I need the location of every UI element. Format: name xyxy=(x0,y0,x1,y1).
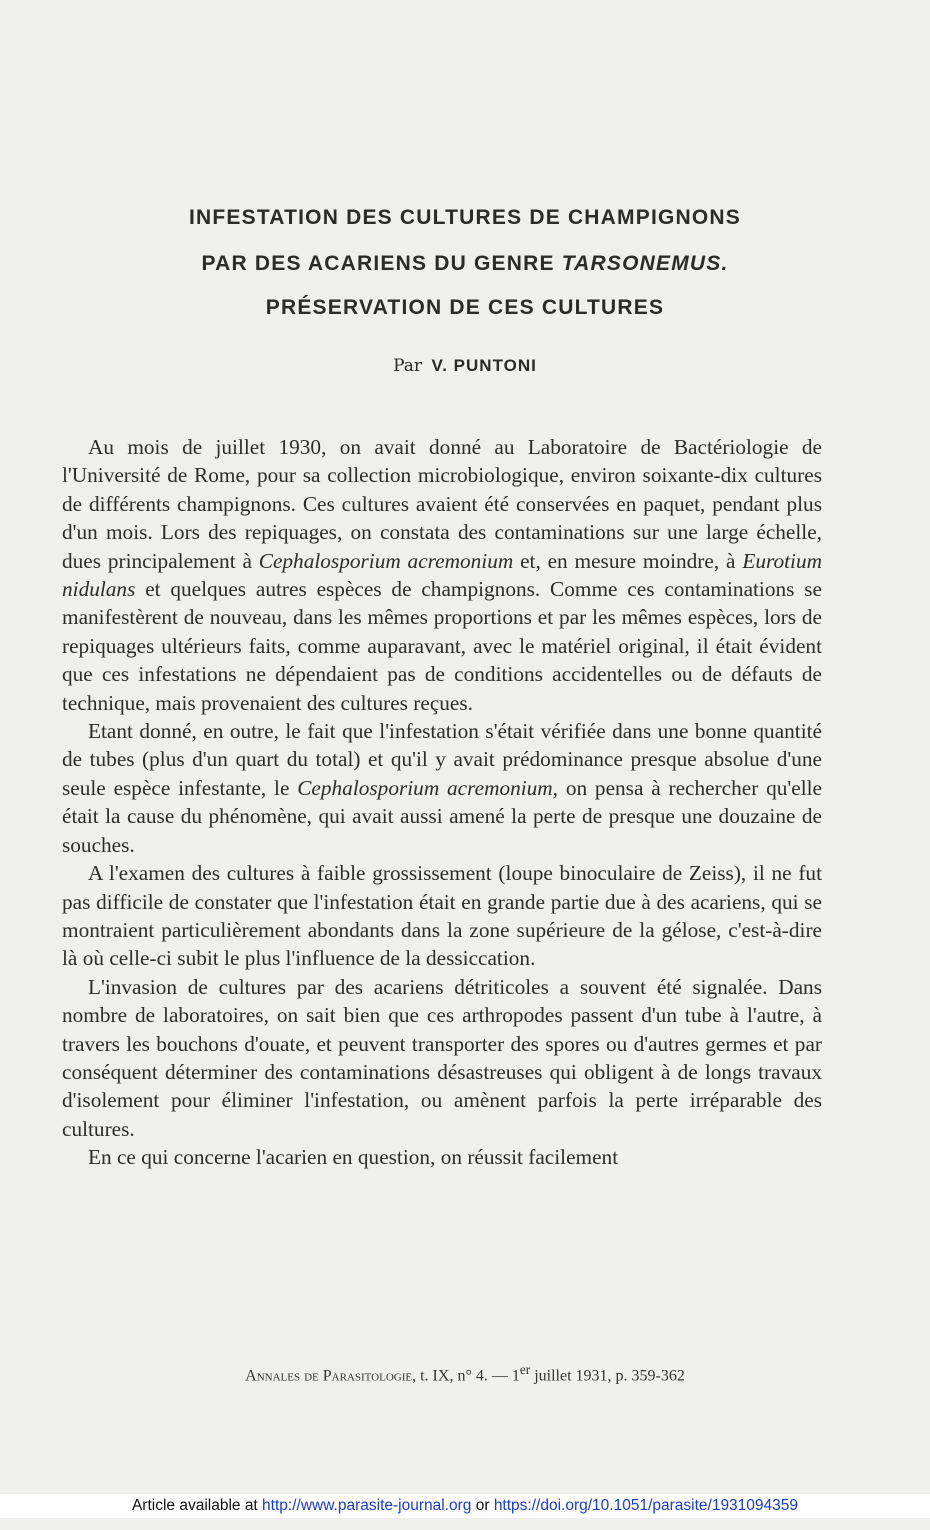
paragraph-4 xyxy=(62,973,822,1143)
availability-prefix: Article available at xyxy=(131,1497,263,1514)
journal-citation xyxy=(60,1362,870,1385)
species-name: Cephalosporium acremonium, xyxy=(297,775,559,800)
availability-middle: or xyxy=(471,1497,494,1514)
article-title-line-2-text: PAR DES ACARIENS DU GENRE xyxy=(201,252,562,275)
paragraph-3 xyxy=(62,859,822,973)
article-title-line-2 xyxy=(60,252,870,276)
availability-banner xyxy=(0,1494,930,1518)
paragraph-text: on pensa à rechercher qu'elle était la cause du phénomène, qui avait aussi amené la perte de presque une douzaine de souches. xyxy=(62,775,822,857)
journal-name: Annales de Parasitologie xyxy=(245,1367,413,1385)
journal-website-link[interactable]: http://www.parasite-journal.org xyxy=(262,1497,472,1514)
paragraph-text: En ce qui concerne l'acarien en question, on réussit facilement xyxy=(88,1145,619,1170)
article-title-line-1: INFESTATION DES CULTURES DE CHAMPIGNONS xyxy=(189,206,741,229)
citation-superscript: er xyxy=(519,1362,531,1377)
author-line xyxy=(60,356,870,376)
species-name: Eurotium nidulans xyxy=(62,548,822,602)
paragraph-text: L'invasion de cultures par des acariens détriticoles a souvent été signalée. Dans nombre de laboratoires, on sait bien que ces arthropodes passent d'un tube à l'autre, à travers les bouchons d'ouate, et peuvent transporter des spores ou d'autres germes et par conséquent déterminer des contaminations désastreuses qui obligent à de longs travaux d'isolement pour éliminer l'infestation, ou amènent parfois la perte irréparable des cultures. xyxy=(62,974,822,1141)
paragraph-5 xyxy=(62,1143,822,1171)
citation-volume: , t. IX, n° 4. — 1 xyxy=(412,1367,520,1385)
author-prefix: Par xyxy=(393,356,423,376)
citation-date-pages: juillet 1931, p. 359-362 xyxy=(530,1367,685,1385)
author-name: V. PUNTONI xyxy=(431,356,537,375)
paragraph-text: A l'examen des cultures à faible grossissement (loupe binoculaire de Zeiss), il ne fut pas difficile de constater que l'infestation était en grande partie due à des acariens, qui se montraient particulièrement abondants dans la zone supérieure de la gélose, c'est-à-dire là où celle-ci subit le plus l'influence de la dessiccation. xyxy=(62,861,822,971)
paragraph-text: et, en mesure moindre, à xyxy=(513,548,743,573)
paragraph-text: Au mois de juillet 1930, on avait donné au Laboratoire de Bactériologie de l'Université de Rome, pour sa collection microbiologique, environ soixante-dix cultures de différents champignons. Ces cultures avaient été conservées en paquet, pendant plus d'un mois. Lors des repiquages, on constata des contaminations sur une large échelle, dues principalement à xyxy=(62,435,822,573)
paragraph-2 xyxy=(62,717,822,859)
article-title-line-3: PRÉSERVATION DE CES CULTURES xyxy=(265,296,665,319)
species-name: Cephalosporium acremonium xyxy=(258,548,514,573)
paragraph-text: Etant donné, en outre, le fait que l'infestation s'était vérifiée dans une bonne quantité de tubes (plus d'un quart du total) et qu'il y avait prédominance presque absolue d'une seule espèce infestante, le xyxy=(62,719,822,800)
paragraph-1 xyxy=(62,433,822,717)
genus-name: TARSONEMUS. xyxy=(561,252,729,275)
article-body xyxy=(62,433,822,1172)
doi-link[interactable]: https://doi.org/10.1051/parasite/1931094359 xyxy=(493,1497,799,1514)
paragraph-text: et quelques autres espèces de champignons. Comme ces contaminations se manifestèrent de nouveau, dans les mêmes proportions et par les mêmes espèces, lors de repiquages ultérieurs faits, comme auparavant, avec le matériel original, il était évident que ces infestations ne dépendaient pas de conditions accidentelles ou de défauts de technique, mais provenaient des cultures reçues. xyxy=(62,577,822,715)
